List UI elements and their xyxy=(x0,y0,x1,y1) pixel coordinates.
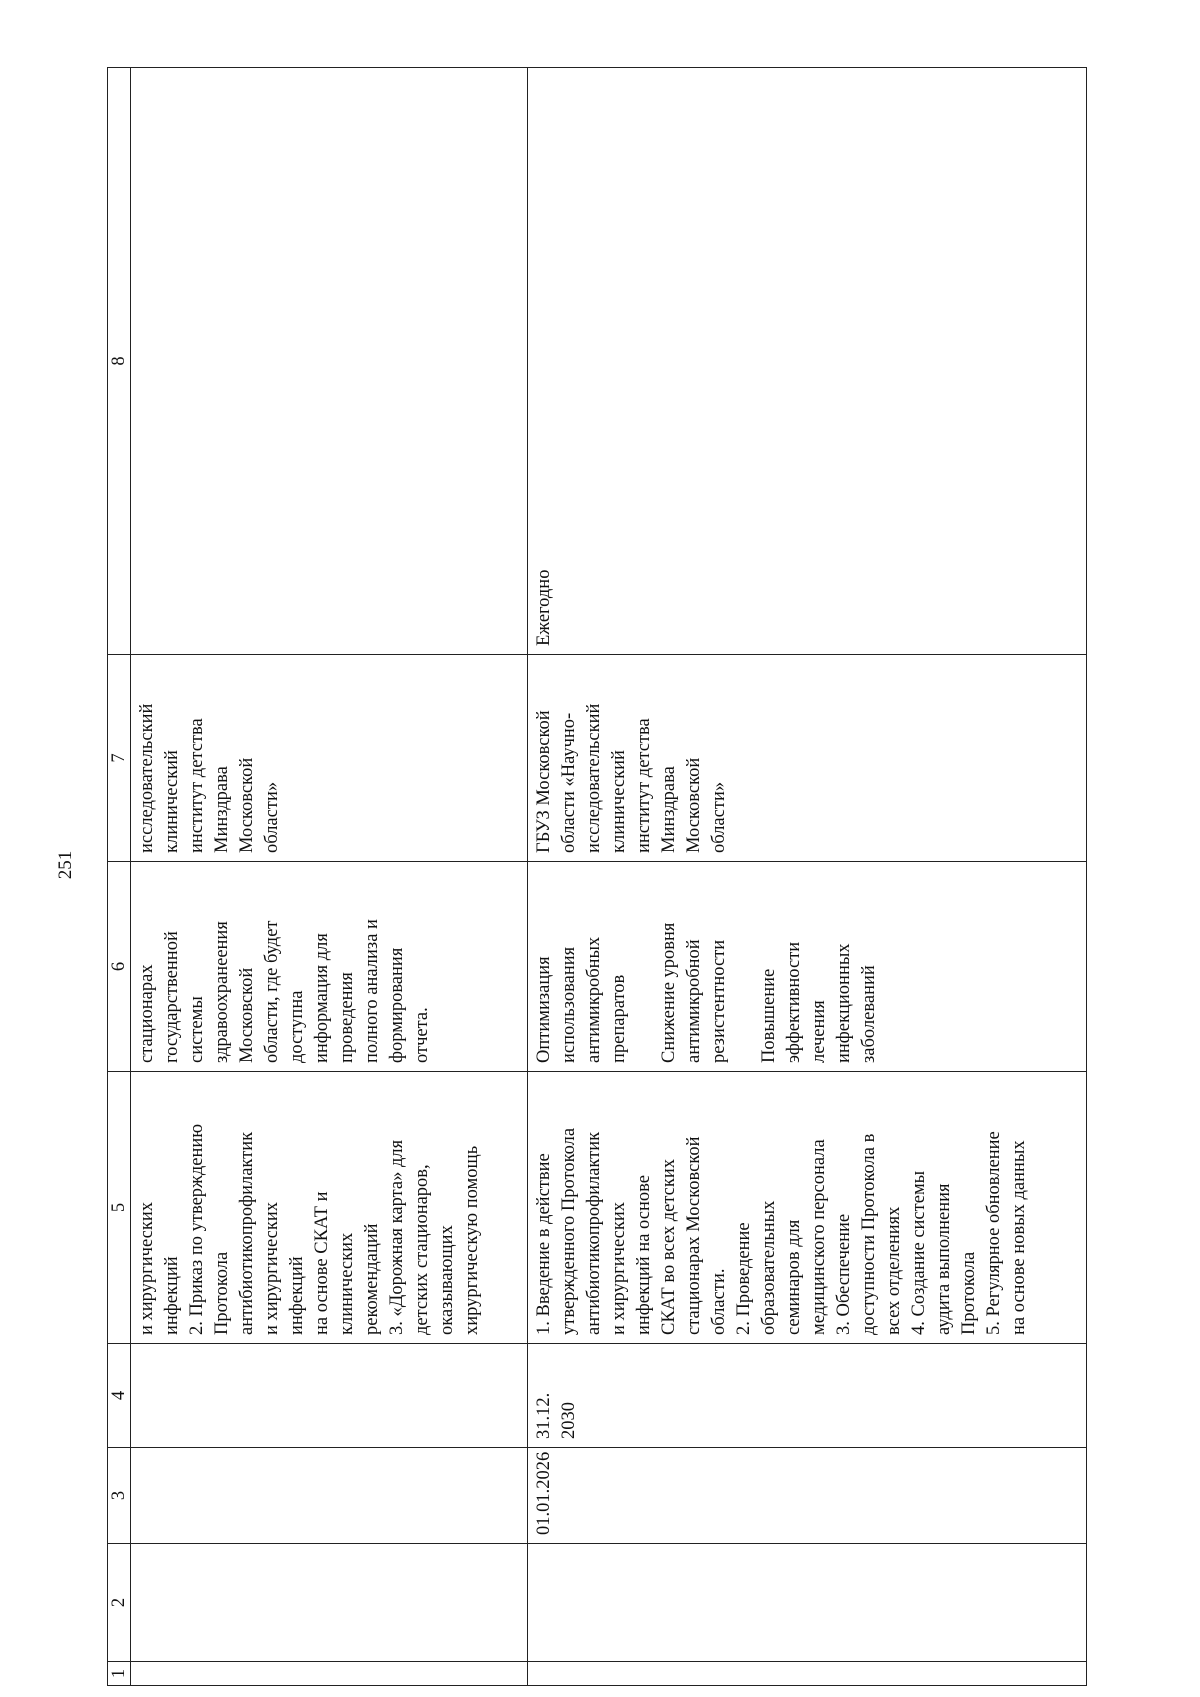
table-cell-frequency: Ежегодно xyxy=(527,68,1086,655)
column-number: 3 xyxy=(108,1448,131,1544)
table-row xyxy=(527,68,1086,1686)
result-item: Снижение уровня антимикробной резистентности xyxy=(658,922,729,1063)
table-cell xyxy=(527,1544,1086,1662)
column-number-row xyxy=(108,68,131,1686)
table-cell-responsible: исследовательский клинический институт детства Минздрава Московской области» xyxy=(131,655,528,862)
plan-table xyxy=(107,67,1087,1686)
table-cell-responsible: ГБУЗ Московской области «Научно- исследовательский клинический институт детства Минздрава Московской области» xyxy=(527,655,1086,862)
result-item: Повышение эффективности лечения инфекционных заболеваний xyxy=(758,941,879,1063)
column-number: 8 xyxy=(108,68,131,655)
table-cell xyxy=(131,1544,528,1662)
table-cell xyxy=(131,1662,528,1686)
table-cell-results xyxy=(527,862,1086,1072)
page-number: 251 xyxy=(55,850,76,880)
table-cell-end-date: 31.12. 2030 xyxy=(527,1344,1086,1448)
table-cell xyxy=(131,1448,528,1544)
table-cell xyxy=(131,1344,528,1448)
result-item: Оптимизация использования антимикробных препаратов xyxy=(533,936,629,1063)
column-number: 4 xyxy=(108,1344,131,1448)
column-number: 1 xyxy=(108,1662,131,1686)
table-cell-start-date: 01.01.2026 xyxy=(527,1448,1086,1544)
column-number: 5 xyxy=(108,1072,131,1344)
table-cell xyxy=(131,68,528,655)
document-page xyxy=(107,68,1087,1686)
table-cell-activities: 1. Введение в действие утвержденного Протокола антибиотикопрофилактик и хирургических инфекций на основе СКАТ во всех детских стационарах Московской области. 2. Проведение образовательных семинаров для медицинского персонала 3. Обеспечение доступности Протокола в всех отделениях 4. Создание системы аудита выполнения Протокола 5. Регулярное обновление на основе новых данных xyxy=(527,1072,1086,1344)
column-number: 2 xyxy=(108,1544,131,1662)
table-cell-results: стационарах государственной системы здравоохранеения Московской области, где будет доступна информация для проведения полного анализа и формирования отчета. xyxy=(131,862,528,1072)
column-number: 6 xyxy=(108,862,131,1072)
table-cell-activities: и хирургических инфекций 2. Приказ по утверждению Протокола антибиотикопрофилактик и хирургических инфекций на основе СКАТ и клинических рекомендаций 3. «Дорожная карта» для детских стационаров, оказывающих хирургическую помощь xyxy=(131,1072,528,1344)
column-number: 7 xyxy=(108,655,131,862)
table-cell xyxy=(527,1662,1086,1686)
table-row xyxy=(131,68,528,1686)
